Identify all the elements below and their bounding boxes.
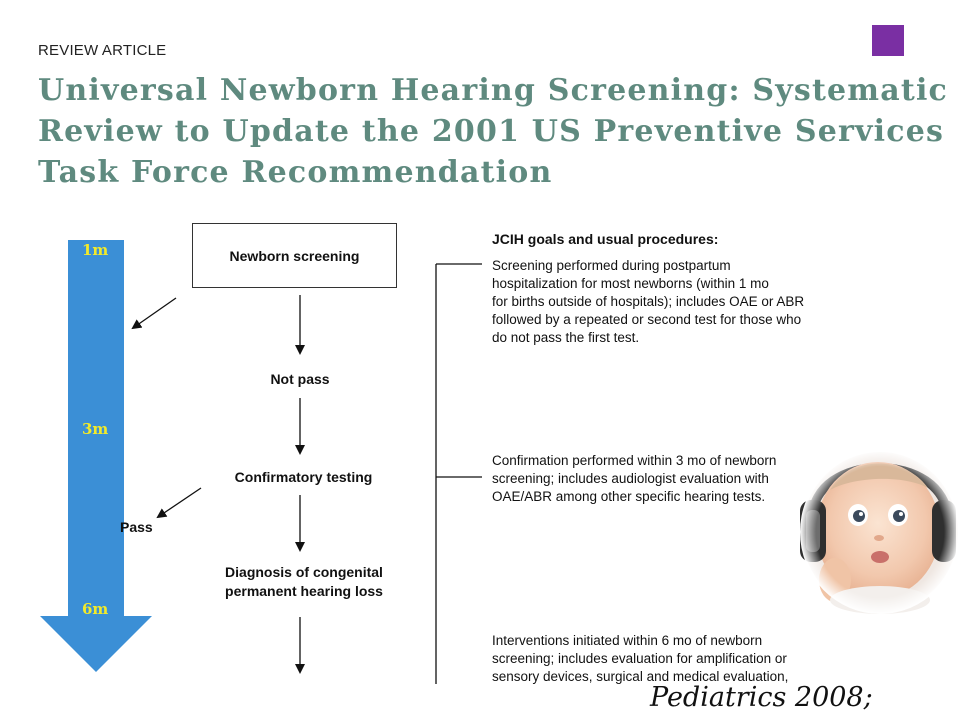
description-line: for births outside of hospitals); includes OAE or ABR xyxy=(492,294,805,309)
baby-with-headphones-icon xyxy=(800,450,960,614)
newborn-screening-box xyxy=(192,223,397,288)
timeline-label-6m: 6m xyxy=(82,600,109,618)
intervention-description xyxy=(492,632,788,684)
description-line: screening; includes audiologist evaluation with xyxy=(492,471,769,486)
title-line: Review to Update the 2001 US Preventive Services xyxy=(38,114,945,149)
journal-citation: Pediatrics 2008; xyxy=(650,682,873,713)
description-line: OAE/ABR among other specific hearing tests. xyxy=(492,489,766,504)
timeline-arrowhead xyxy=(40,616,152,672)
confirmatory-testing-label: Confirmatory testing xyxy=(234,469,373,485)
description-line: do not pass the first test. xyxy=(492,330,640,345)
screening-description xyxy=(492,257,804,347)
description-line: sensory devices, surgical and medical evaluation, xyxy=(492,669,789,684)
diagnosis-line: Diagnosis of congenital xyxy=(225,564,383,580)
diagnosis-line: permanent hearing loss xyxy=(225,583,383,599)
diagnosis-label xyxy=(204,563,404,601)
newborn-screening-label: Newborn screening xyxy=(229,247,360,264)
procedures-heading: JCIH goals and usual procedures: xyxy=(492,231,719,247)
description-line: Confirmation performed within 3 mo of newborn xyxy=(492,453,777,468)
confirmation-description xyxy=(492,452,776,506)
title-line: Universal Newborn Hearing Screening: Systematic xyxy=(38,73,949,108)
title-line: Task Force Recommendation xyxy=(38,155,553,190)
diagonal-arrow xyxy=(133,298,176,328)
not-pass-label: Not pass xyxy=(270,371,330,387)
description-line: screening; includes evaluation for amplification or xyxy=(492,651,787,666)
description-line: Screening performed during postpartum xyxy=(492,258,731,273)
pass-label: Pass xyxy=(120,519,153,535)
description-line: followed by a repeated or second test for those who xyxy=(492,312,802,327)
timeline-label-1m: 1m xyxy=(82,241,109,259)
description-line: hospitalization for most newborns (within 1 mo xyxy=(492,276,769,291)
description-line: Interventions initiated within 6 mo of newborn xyxy=(492,633,763,648)
procedure-bracket xyxy=(436,264,482,684)
diagonal-arrow xyxy=(158,488,201,517)
article-type-label: REVIEW ARTICLE xyxy=(38,42,167,59)
timeline-label-3m: 3m xyxy=(82,420,109,438)
